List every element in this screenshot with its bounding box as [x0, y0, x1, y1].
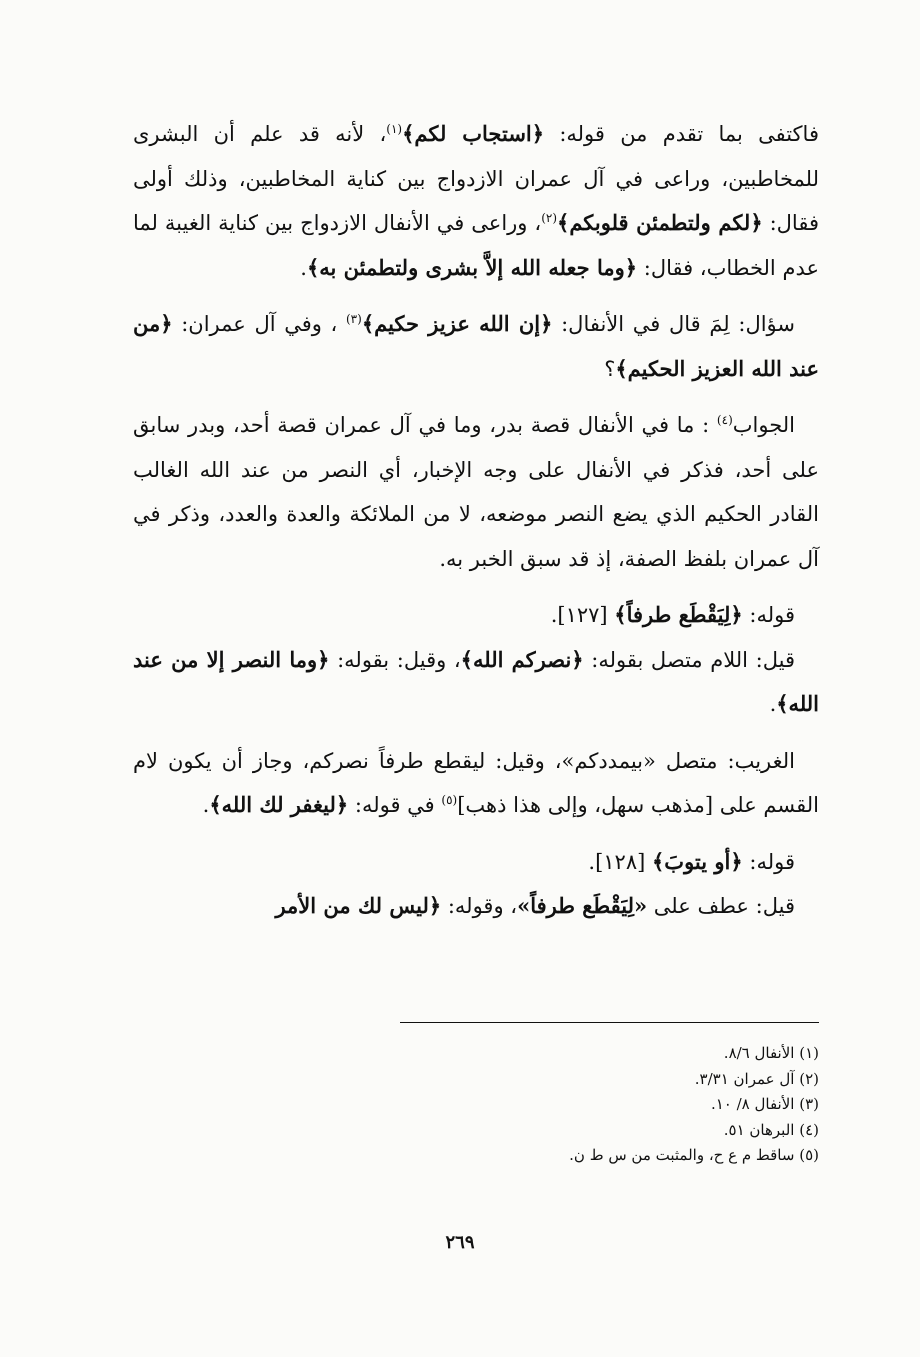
page-number: ٢٦٩ [445, 1232, 475, 1253]
text-run: [١٢٧]. [550, 603, 615, 627]
quoted-verse: ﴿إن الله عزيز حكيم﴾ [361, 311, 553, 336]
paragraph-answer [133, 403, 819, 581]
footnote-ref: (١) [386, 122, 403, 136]
footnote-4: (٤) البرهان ٥١. [723, 1120, 819, 1139]
footnote-2: (٢) آل عمران ٣/٣١. [694, 1069, 819, 1088]
quoted-verse: ﴿وما النصر إلا من عند الله﴾ [133, 646, 819, 716]
text-run: قيل: عطف على [647, 894, 795, 918]
paragraph-1 [133, 112, 819, 290]
quoted-verse: ﴿نصركم الله﴾ [460, 646, 584, 672]
quoted-verse: ﴿استجاب لكم﴾ [402, 121, 545, 146]
footnote-ref: (٢) [541, 211, 558, 225]
quoted-verse: ﴿أو يتوبَ﴾ [652, 848, 743, 874]
footnote-5: (٥) ساقط م ع ح، والمثبت من س ط ن. [569, 1146, 819, 1164]
text-run: ، وقيل: بقوله: [329, 647, 461, 672]
text-run: ؟ [604, 356, 616, 381]
footnote-ref: (٤) [716, 413, 733, 427]
footnote-1: (١) الأنفال ٨/٦. [723, 1044, 819, 1062]
text-run: ، لأنه قد علم أن البشرى للمخاطبين، وراعى في آل عمران الازدواج بين كناية المخاطبين، وذلك أولى فقال: [133, 122, 819, 235]
text-run: ، وراعى في الأنفال الازدواج بين كناية الغيبة لما عدم الخطاب، فقال: [133, 211, 819, 280]
text-run: الجواب [732, 413, 795, 437]
text-run: في قوله: [348, 793, 442, 817]
text-run: سؤال: لِمَ قال في الأنفال: [552, 312, 795, 336]
text-run: . [769, 692, 777, 716]
footnote-ref: (٣) [345, 312, 362, 326]
quoted-verse: ﴿ليس لك من الأمر [275, 893, 442, 918]
paragraph-gharib [133, 739, 819, 828]
paragraph-qila-2 [133, 884, 819, 929]
quoted-verse: «لِيَقْطَع طرفاً» [517, 893, 648, 918]
text-run: قوله: [742, 849, 795, 874]
paragraph-verse-128 [133, 840, 819, 885]
text-run: ، وقوله: [441, 894, 518, 918]
paragraph-qila-1 [133, 638, 819, 727]
text-run: ، وفي آل عمران: [172, 312, 346, 336]
main-text [133, 112, 819, 941]
text-run: الغريب: متصل «بيمددكم»، وقيل: ليقطع طرفاً نصركم، وجاز أن يكون لام القسم على [مذهب سهل، وإلى هذا ذهب] [133, 748, 819, 817]
text-run: فاكتفى بما تقدم من قوله: [544, 122, 819, 146]
text-run: : ما في الأنفال قصة بدر، وما في آل عمران قصة أحد، وبدر سابق على أحد، فذكر في الأنفال على وجه الإخبار، أي النصر من عند الله الغالب القادر الحكيم الذي يضع النصر موضعه، لا من الملائكة والعدة والعدد، وذكر في آل عمران بلفظ الصفة، إذ قد سبق الخبر به. [133, 413, 819, 571]
quoted-verse: ﴿لِيَقْطَع طرفاً﴾ [614, 602, 743, 627]
footnote-3: (٣) الأنفال ٨/ ١٠. [710, 1095, 819, 1113]
quoted-verse: ﴿وما جعله الله إلاَّ بشرى ولتطمئن به﴾ [306, 254, 638, 280]
quoted-verse: ﴿ليغفر لك الله﴾ [209, 792, 349, 817]
quoted-verse: ﴿من عند الله العزيز الحكيم﴾ [133, 311, 819, 381]
paragraph-verse-127 [133, 593, 819, 638]
footnotes [400, 1022, 819, 1169]
footnote-ref: (٥) [441, 793, 458, 807]
text-run: قيل: اللام متصل بقوله: [583, 647, 795, 672]
text-run: [١٢٨]. [588, 849, 652, 874]
text-run: . [202, 793, 210, 817]
paragraph-question [133, 302, 819, 391]
text-run: قوله: [742, 603, 795, 627]
text-run: . [300, 255, 307, 280]
quoted-verse: ﴿لكم ولتطمئن قلوبكم﴾ [557, 210, 763, 235]
